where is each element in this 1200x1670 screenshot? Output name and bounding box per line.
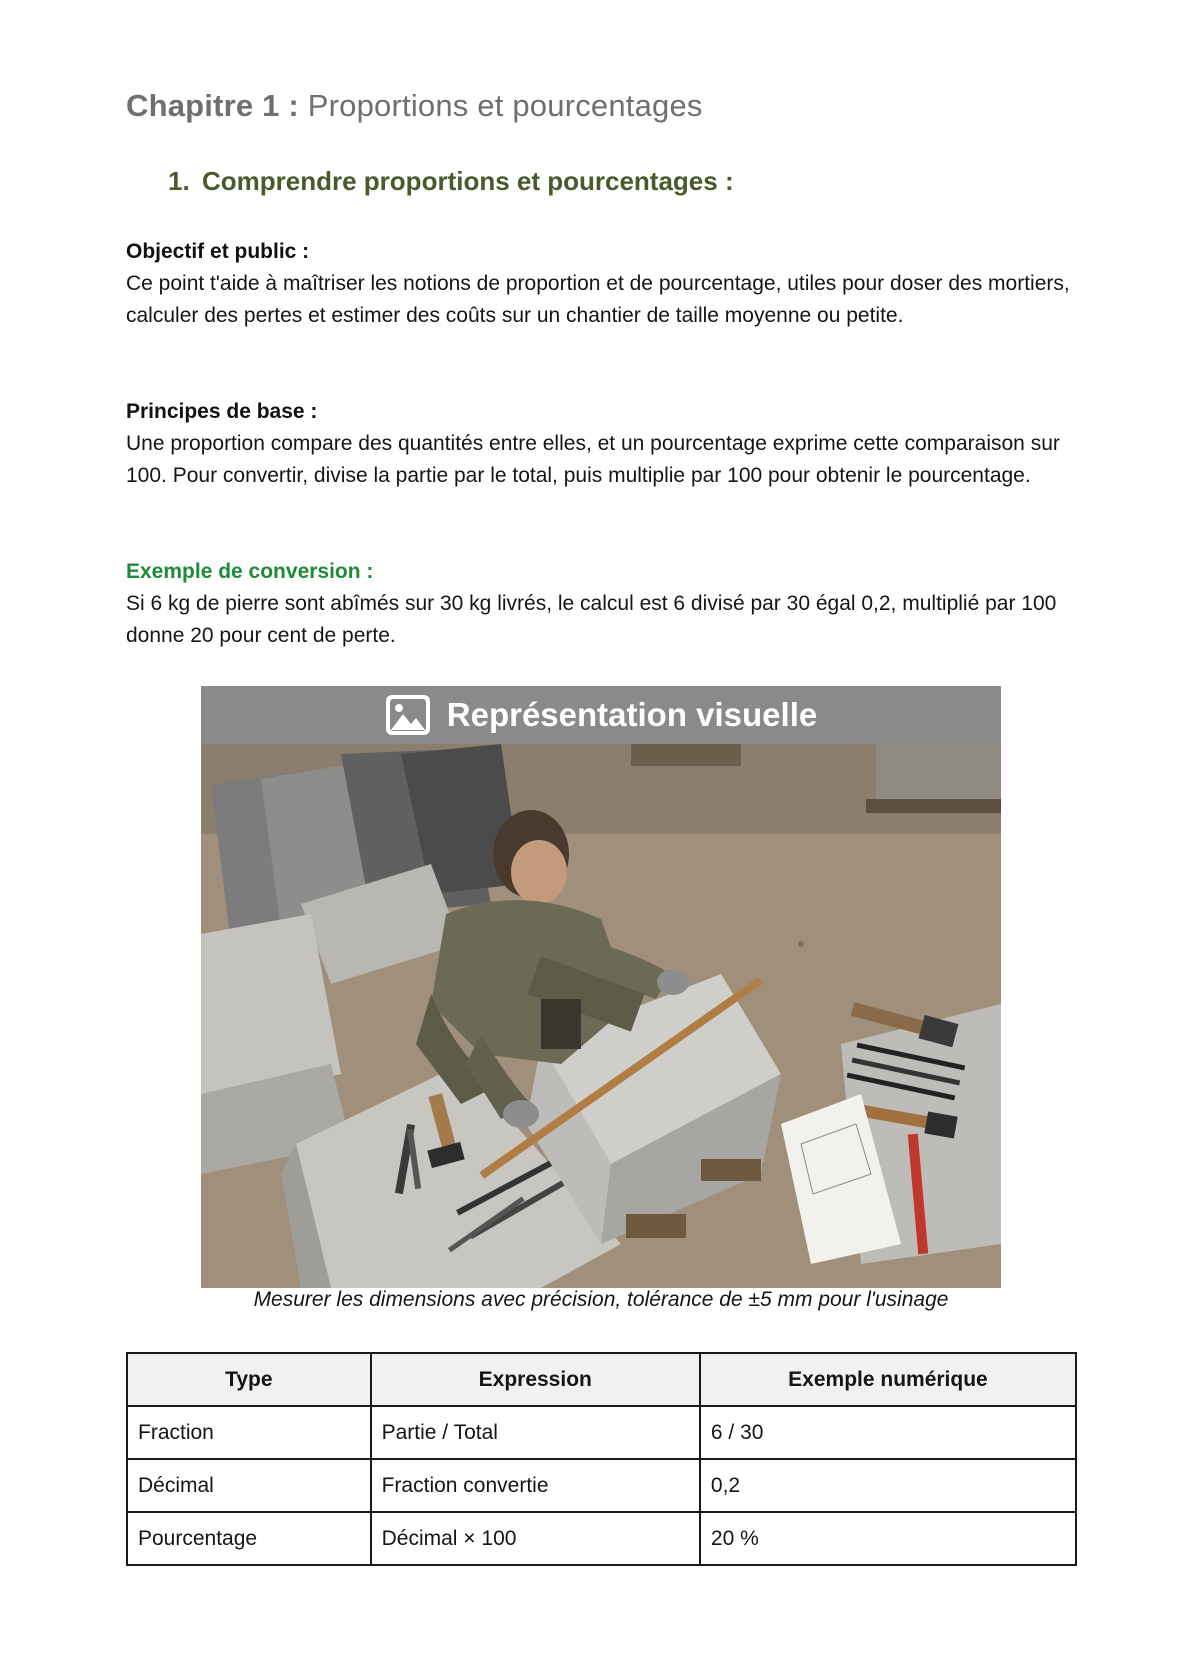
objective-label: Objectif et public : [126, 240, 310, 263]
principles-label: Principes de base : [126, 400, 318, 423]
objective-block [126, 236, 1076, 332]
visual-figure [201, 686, 1001, 1288]
table-header-row [127, 1353, 1076, 1406]
table-cell: Partie / Total [371, 1406, 700, 1459]
figure-caption: Mesurer les dimensions avec précision, tolérance de ±5 mm pour l'usinage [253, 1288, 949, 1311]
conversion-table [126, 1352, 1077, 1566]
principles-text: Une proportion compare des quantités entre elles, et un pourcentage exprime cette comparaison sur 100. Pour convertir, divise la partie par le total, puis multiplie par 100 pour obtenir le pourcentage. [126, 432, 1060, 487]
objective-text: Ce point t'aide à maîtriser les notions de proportion et de pourcentage, utiles pour doser des mortiers, calculer des pertes et estimer des coûts sur un chantier de taille moyenne ou petite. [126, 272, 1070, 327]
table-row [127, 1406, 1076, 1459]
example-block [126, 556, 1076, 652]
stonemason-photo [201, 744, 1001, 1288]
table-cell: Fraction convertie [371, 1459, 700, 1512]
table-cell: 6 / 30 [700, 1406, 1076, 1459]
figure-header-title: Représentation visuelle [446, 696, 818, 733]
section-number: 1. [168, 166, 190, 196]
chapter-label: Chapitre 1 : [126, 88, 299, 123]
example-label: Exemple de conversion : [126, 560, 374, 583]
chapter-name: Proportions et pourcentages [307, 88, 703, 123]
image-icon [385, 694, 431, 736]
chapter-title [126, 88, 703, 124]
table-cell: Pourcentage [127, 1512, 371, 1565]
section-heading [168, 166, 734, 197]
table-header-type: Type [127, 1353, 371, 1406]
example-text: Si 6 kg de pierre sont abîmés sur 30 kg livrés, le calcul est 6 divisé par 30 égal 0,2, multiplié par 100 donne 20 pour cent de perte. [126, 592, 1057, 647]
table-cell: Décimal [127, 1459, 371, 1512]
table-cell: 0,2 [700, 1459, 1076, 1512]
table-cell: Fraction [127, 1406, 371, 1459]
table-header-example: Exemple numérique [700, 1353, 1076, 1406]
table-header-expression: Expression [371, 1353, 700, 1406]
table-cell: Décimal × 100 [371, 1512, 700, 1565]
table-row [127, 1512, 1076, 1565]
table-row [127, 1459, 1076, 1512]
principles-block [126, 396, 1076, 492]
figure-header [201, 686, 1001, 744]
section-title-text: Comprendre proportions et pourcentages : [202, 166, 734, 196]
table-cell: 20 % [700, 1512, 1076, 1565]
